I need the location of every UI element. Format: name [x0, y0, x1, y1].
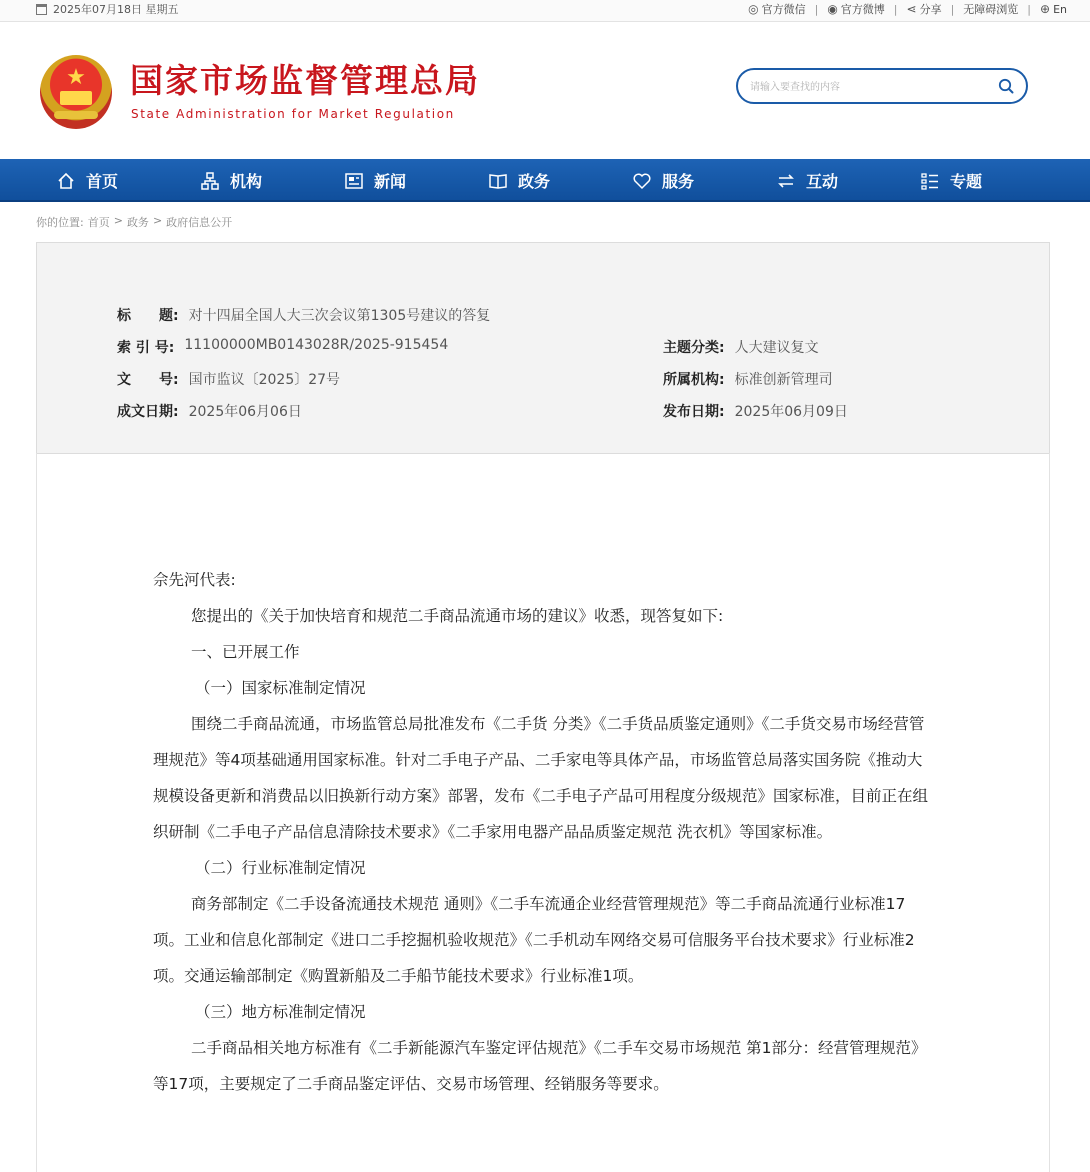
meta-docno-value: 国市监议〔2025〕27号 — [188, 372, 341, 388]
globe-icon: ⊕ — [1040, 2, 1051, 16]
divider: | — [893, 2, 898, 16]
letter-salutation: 佘先河代表: — [153, 571, 236, 589]
site-title[interactable]: 国家市场监督管理总局 — [130, 61, 480, 100]
top-links — [739, 1, 1076, 17]
accessibility-link[interactable] — [954, 1, 1027, 17]
wechat-link-label: 官方微信 — [761, 3, 806, 16]
breadcrumb-separator: > — [152, 214, 163, 227]
org-icon — [200, 171, 220, 191]
section-heading: 一、已开展工作 — [191, 643, 300, 661]
nav-item-news[interactable] — [344, 159, 488, 202]
search-input[interactable] — [750, 77, 980, 97]
list-icon — [920, 171, 940, 191]
breadcrumb-separator: > — [113, 214, 123, 227]
nav-label: 服务 — [662, 172, 695, 191]
nav-label: 专题 — [950, 172, 983, 191]
nav-label: 机构 — [230, 172, 263, 191]
national-emblem-logo[interactable] — [40, 55, 112, 129]
nav-item-home[interactable] — [56, 159, 200, 202]
english-link-label: En — [1053, 2, 1067, 16]
meta-title-label: 标 题: — [117, 308, 179, 324]
weibo-icon: ◉ — [827, 2, 838, 16]
home-icon — [56, 171, 76, 191]
nav-label: 新闻 — [374, 172, 407, 191]
meta-docno-label: 文 号: — [117, 372, 179, 388]
nav-item-topics[interactable] — [920, 159, 1064, 202]
meta-org-value: 标准创新管理司 — [734, 372, 833, 388]
meta-index-value: 11100000MB0143028R/2025-915454 — [184, 337, 449, 353]
paragraph: 围绕二手商品流通，市场监管总局批准发布《二手货 分类》《二手货品质鉴定通则》《二手货交易市场经营管理规范》等4项基础通用国家标准。针对二手电子产品、二手家电等具体产品，市场监管总局落实国务院《推动大规模设备更新和消费品以旧换新行动方案》部署，发布《二手电子产品可用程度分级规范》国家标准，目前正在组织研制《二手电子产品信息清除技术要求》《二手家用电器产品品质鉴定规范 洗衣机》等国家标准。 — [153, 715, 929, 841]
article-body — [153, 562, 935, 1102]
document-meta-box — [36, 242, 1050, 454]
accessibility-link-label: 无障碍浏览 — [963, 3, 1019, 16]
subsection-heading: （三）地方标准制定情况 — [195, 1003, 366, 1021]
breadcrumb — [36, 214, 232, 230]
meta-pubdate-label: 发布日期: — [663, 404, 725, 420]
weibo-link[interactable] — [818, 1, 893, 17]
meta-org-row — [663, 369, 833, 389]
nav-item-policy[interactable] — [488, 159, 632, 202]
breadcrumb-home[interactable]: 首页 — [87, 216, 110, 229]
meta-category-label: 主题分类: — [663, 340, 725, 356]
meta-index-row — [117, 337, 448, 357]
meta-docno-row — [117, 369, 340, 389]
gate-icon — [60, 91, 92, 105]
exchange-icon — [776, 171, 796, 191]
weibo-link-label: 官方微博 — [840, 3, 885, 16]
share-icon: ⋖ — [906, 2, 917, 16]
nav-label: 政务 — [518, 172, 551, 191]
subsection-heading: （一）国家标准制定情况 — [195, 679, 366, 697]
meta-title-row — [117, 305, 490, 325]
divider: | — [950, 2, 955, 16]
subsection-heading: （二）行业标准制定情况 — [195, 859, 366, 877]
breadcrumb-gov-info[interactable]: 政府信息公开 — [166, 216, 233, 229]
heart-icon — [632, 171, 652, 191]
breadcrumb-prefix: 你的位置: — [36, 216, 84, 229]
letter-intro: 您提出的《关于加快培育和规范二手商品流通市场的建议》收悉，现答复如下: — [191, 607, 724, 625]
divider: | — [1027, 2, 1032, 16]
paragraph: 商务部制定《二手设备流通技术规范 通则》《二手车流通企业经营管理规范》等二手商品流通行业标准17项。工业和信息化部制定《进口二手挖掘机验收规范》《二手机动车网络交易可信服务平台技术要求》行业标准2项。交通运输部制定《购置新船及二手船节能技术要求》行业标准1项。 — [153, 895, 915, 985]
meta-date-value: 2025年06月06日 — [188, 404, 302, 420]
nav-item-interaction[interactable] — [776, 159, 920, 202]
nav-label: 首页 — [86, 172, 119, 191]
meta-date-label: 成文日期: — [117, 404, 179, 420]
divider: | — [814, 2, 819, 16]
main-navigation — [0, 159, 1090, 202]
english-link[interactable] — [1031, 2, 1076, 16]
paragraph: 二手商品相关地方标准有《二手新能源汽车鉴定评估规范》《二手车交易市场规范 第1部分：经营管理规范》等17项，主要规定了二手商品鉴定评估、交易市场管理、经销服务等要求。 — [153, 1039, 927, 1093]
search-box — [736, 68, 1028, 104]
date-text: 2025年07月18日 星期五 — [53, 3, 179, 16]
site-subtitle: State Administration for Market Regulation — [131, 107, 455, 121]
site-header — [0, 22, 1090, 159]
meta-date-row — [117, 401, 302, 421]
wechat-icon: ◎ — [748, 2, 759, 16]
news-icon — [344, 171, 364, 191]
calendar-icon — [36, 4, 47, 15]
policy-icon — [488, 171, 508, 191]
search-icon[interactable] — [998, 78, 1014, 94]
nav-item-service[interactable] — [632, 159, 776, 202]
share-link-label: 分享 — [919, 3, 942, 16]
meta-index-label: 索 引 号: — [117, 340, 175, 356]
meta-pubdate-row — [663, 401, 848, 421]
meta-category-row — [663, 337, 819, 357]
breadcrumb-policy[interactable]: 政务 — [126, 216, 149, 229]
nav-item-org[interactable] — [200, 159, 344, 202]
meta-title-value: 对十四届全国人大三次会议第1305号建议的答复 — [188, 308, 491, 324]
meta-category-value: 人大建议复文 — [734, 340, 819, 356]
star-icon: ★ — [66, 65, 86, 90]
top-utility-bar — [0, 0, 1090, 22]
meta-org-label: 所属机构: — [663, 372, 725, 388]
emblem-base — [54, 111, 98, 119]
meta-pubdate-value: 2025年06月09日 — [734, 404, 848, 420]
nav-label: 互动 — [806, 172, 839, 191]
wechat-link[interactable] — [739, 1, 814, 17]
share-link[interactable] — [898, 1, 951, 17]
date-display — [36, 1, 179, 17]
